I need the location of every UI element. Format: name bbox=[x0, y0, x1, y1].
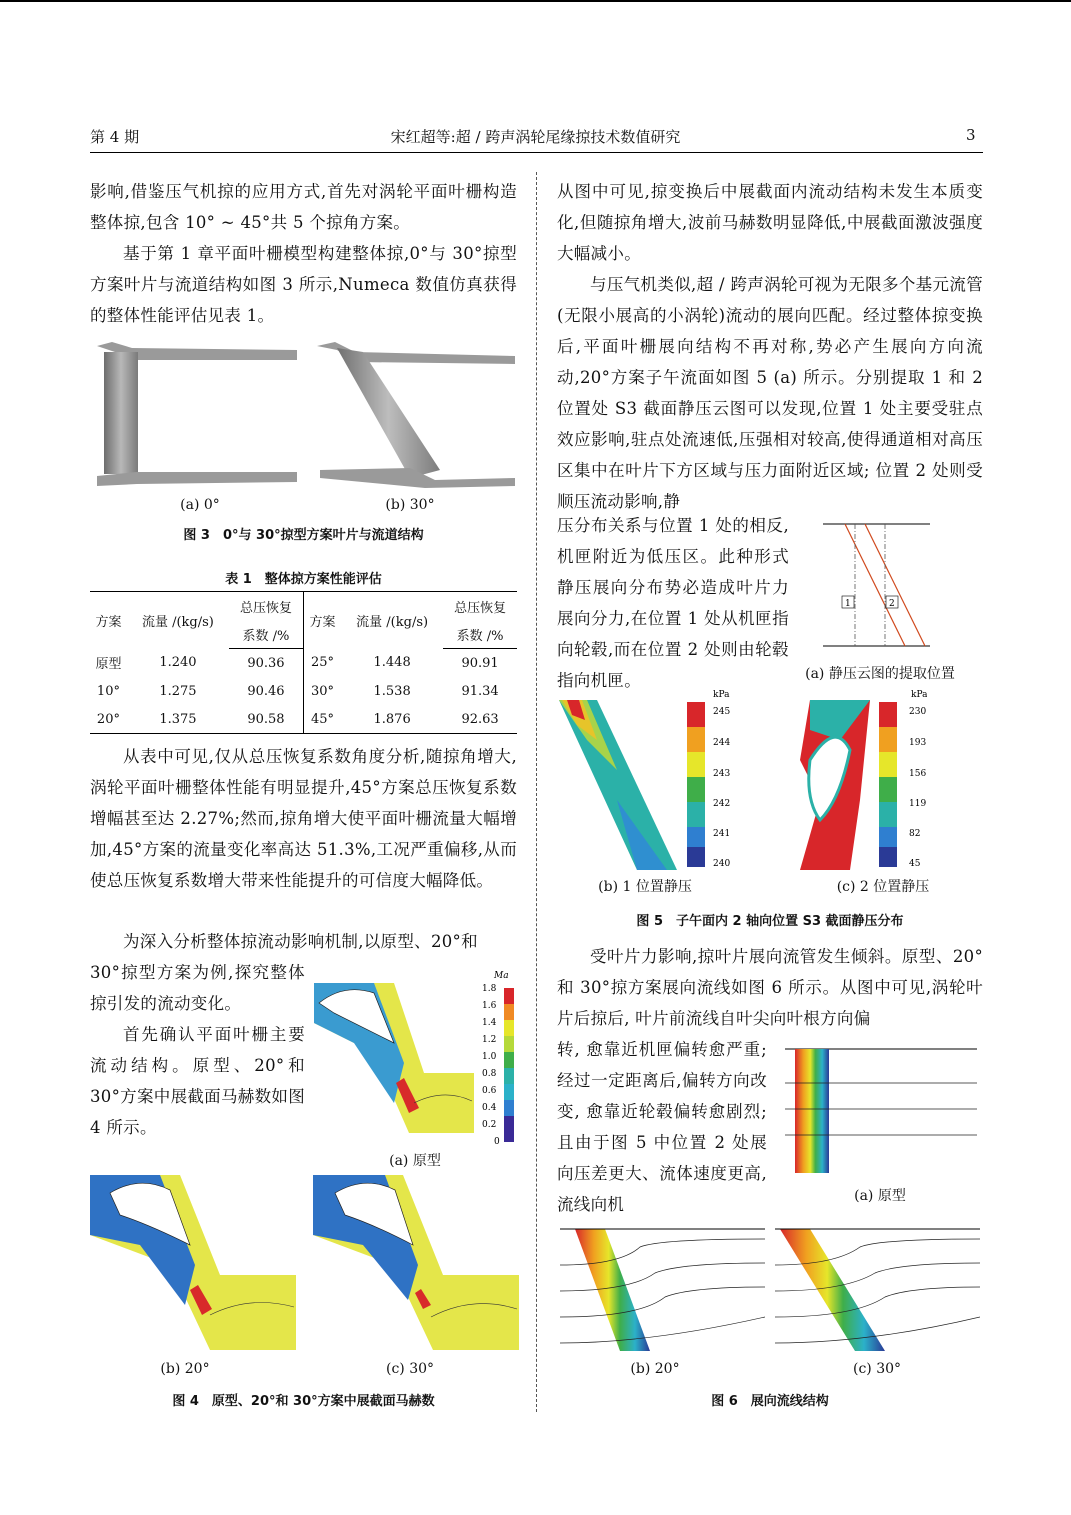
table-cell: 20° bbox=[90, 705, 127, 734]
unit-label: kPa bbox=[713, 690, 730, 700]
legend-tick: 243 bbox=[713, 769, 731, 779]
table-1 bbox=[90, 591, 517, 734]
table-cell: 25° bbox=[311, 655, 335, 671]
header-rule bbox=[90, 152, 983, 153]
table-row bbox=[90, 677, 517, 705]
table-header-flow: 流量 /(kg/s) bbox=[341, 592, 443, 649]
legend-tick: 119 bbox=[909, 799, 927, 809]
right-paragraph-1: 从图中可见,掠变换后中展截面内流动结构未发生本质变化,但随掠角增大,波前马赫数明显降低,中展截面激波强度大幅减小。 bbox=[557, 182, 983, 263]
legend-tick: 1.4 bbox=[482, 1018, 497, 1028]
right-paragraph-3b: 转, 愈靠近机匣偏转愈严重;经过一定距离后,偏转方向改变, 愈靠近轮毂偏转愈剧烈; 且由于图 5 中位置 2 处展向压差更大、流体速度更高, 流线向机 bbox=[557, 1040, 767, 1214]
legend-tick: 0.2 bbox=[482, 1120, 497, 1130]
top-border bbox=[0, 0, 1071, 2]
left-paragraph-1: 影响,借鉴压气机掠的应用方式,首先对涡轮平面叶栅构造整体掠,包含 10° ~ 45°共 5 个掠角方案。 bbox=[90, 182, 517, 232]
figure-6-sub-b: (b) 20° bbox=[630, 1361, 680, 1377]
legend-tick: 45 bbox=[909, 859, 921, 869]
figure-5-caption: 图 5 子午面内 2 轴向位置 S3 截面静压分布 bbox=[636, 914, 904, 929]
legend-tick: 242 bbox=[713, 799, 731, 809]
figure-6-sub-a: (a) 原型 bbox=[854, 1188, 906, 1204]
figure-3-sub-b: (b) 30° bbox=[385, 497, 435, 513]
left-paragraph-5: 首先确认平面叶栅主要流动结构。原型、20°和 30°方案中展截面马赫数如图 4 所示。 bbox=[90, 1025, 305, 1137]
legend-tick: 230 bbox=[909, 707, 927, 717]
figure-4-sub-b: (b) 20° bbox=[160, 1361, 210, 1377]
legend-tick: 1.6 bbox=[482, 1001, 497, 1011]
legend-tick: 1.0 bbox=[482, 1052, 497, 1062]
figure-6-sub-c: (c) 30° bbox=[852, 1361, 902, 1377]
figure-5-sub-c: (c) 2 位置静压 bbox=[836, 879, 930, 895]
table-cell: 90.58 bbox=[229, 705, 304, 734]
legend-tick: 193 bbox=[909, 738, 927, 748]
figure-6-c-streamlines-30deg bbox=[775, 1225, 980, 1355]
table-header-recovery: 总压恢复 bbox=[229, 592, 304, 621]
table-header-flow: 流量 /(kg/s) bbox=[127, 592, 229, 649]
table-header-recovery-unit: 系数 /% bbox=[443, 620, 517, 649]
legend-tick: 0 bbox=[494, 1137, 500, 1147]
figure-5-sub-b: (b) 1 位置静压 bbox=[598, 879, 692, 895]
figure-3-b-blade-30deg bbox=[315, 338, 520, 488]
table-cell: 92.63 bbox=[443, 705, 517, 734]
figure-4-sub-c: (c) 30° bbox=[385, 1361, 435, 1377]
figure-6-caption: 图 6 展向流线结构 bbox=[711, 1394, 829, 1409]
legend-tick: 0.6 bbox=[482, 1086, 497, 1096]
table-cell: 1.876 bbox=[341, 705, 443, 734]
left-paragraph-4b: 30°掠型方案为例,探究整体掠引发的流动变化。 bbox=[90, 963, 305, 1013]
table-header-scheme: 方案 bbox=[90, 592, 127, 649]
table-row bbox=[90, 649, 517, 678]
table-cell: 90.46 bbox=[229, 677, 304, 705]
legend-tick: 82 bbox=[909, 829, 921, 839]
legend-tick: 0.8 bbox=[482, 1069, 497, 1079]
table-cell: 45° bbox=[303, 705, 341, 734]
legend-tick: 240 bbox=[713, 859, 731, 869]
legend-tick: 245 bbox=[713, 707, 731, 717]
right-paragraph-2: 与压气机类似,超 / 跨声涡轮可视为无限多个基元流管(无限小展高的小涡轮)流动的展向匹配。经过整体掠变换后,平面叶栅展向结构不再对称,势必产生展向方向流动,20°方案子午流面如图 5 (a) 所示。分别提取 1 和 2 位置处 S3 截面静压云图可以发现,位置 1 处主要受驻点效应影响,驻点处流速低,压强相对较高,使得通道相对高压区集中在叶片下方区域与压力面附近区域; 位置 2 处则受顺压流动影响,静 bbox=[557, 275, 983, 511]
table-cell: 1.275 bbox=[159, 683, 197, 699]
legend-tick: 156 bbox=[909, 769, 927, 779]
issue-number: 第 4 期 bbox=[90, 128, 140, 146]
table-cell: 1.538 bbox=[373, 683, 411, 699]
position-label-1: 1 bbox=[845, 599, 851, 609]
figure-3-a-blade-0deg bbox=[92, 338, 302, 488]
left-paragraph-3: 从表中可见,仅从总压恢复系数角度分析,随掠角增大,涡轮平面叶栅整体性能有明显提升,45°方案总压恢复系数增幅甚至达 2.27%;然而,掠角增大使平面叶栅流量大幅增加,45°方案的流量变化率高达 51.3%,工况严重偏移,从而使总压恢复系数增大带来性能提升的可信度大幅降低。 bbox=[90, 747, 517, 890]
table-cell: 91.34 bbox=[461, 683, 499, 699]
table-cell: 1.240 bbox=[159, 655, 197, 671]
legend-title: Ma bbox=[494, 971, 509, 981]
figure-6-a-streamlines-original bbox=[785, 1045, 977, 1175]
position-label-2: 2 bbox=[889, 599, 895, 609]
right-paragraph-2b: 压分布关系与位置 1 处的相反,机匣附近为低压区。此种形式静压展向分布势必造成叶片力展向分力,在位置 1 处从机匣指向轮毂,而在位置 2 处则由轮毂指向机匣。 bbox=[557, 516, 789, 690]
table-row bbox=[90, 705, 517, 734]
table-header-recovery-unit: 系数 /% bbox=[229, 620, 304, 649]
left-paragraph-4a: 为深入分析整体掠流动影响机制,以原型、20°和 bbox=[123, 932, 478, 951]
figure-4-a-mach-contour-original bbox=[314, 983, 474, 1140]
legend-tick: 241 bbox=[713, 829, 731, 839]
right-paragraph-3: 受叶片力影响,掠叶片展向流管发生倾斜。原型、20°和 30°掠方案展向流线如图 6 所示。从图中可见,涡轮叶片后掠后, 叶片前流线自叶尖向叶根方向偏 bbox=[557, 947, 983, 1028]
figure-4-caption: 图 4 原型、20°和 30°方案中展截面马赫数 bbox=[172, 1394, 435, 1409]
figure-5-b-legend bbox=[685, 688, 735, 870]
figure-5-c-static-pressure-pos2 bbox=[790, 700, 880, 872]
table-header-scheme: 方案 bbox=[303, 592, 341, 649]
table-1-caption: 表 1 整体掠方案性能评估 bbox=[225, 572, 382, 587]
table-cell: 1.375 bbox=[127, 705, 229, 734]
page-number: 3 bbox=[966, 126, 976, 144]
table-cell: 30° bbox=[311, 683, 335, 699]
legend-tick: 1.2 bbox=[482, 1035, 497, 1045]
figure-3-caption: 图 3 0°与 30°掠型方案叶片与流道结构 bbox=[183, 528, 424, 543]
figure-5-a-extraction-positions bbox=[815, 520, 935, 650]
legend-tick: 0.4 bbox=[482, 1103, 497, 1113]
figure-5-c-legend bbox=[877, 688, 927, 870]
table-cell: 原型 bbox=[95, 657, 122, 673]
column-divider bbox=[536, 172, 537, 1412]
left-paragraph-2: 基于第 1 章平面叶栅模型构建整体掠,0°与 30°掠型方案叶片与流道结构如图 3 所示,Numeca 数值仿真获得的整体性能评估见表 1。 bbox=[90, 244, 517, 325]
figure-6-b-streamlines-20deg bbox=[560, 1225, 765, 1355]
table-cell: 10° bbox=[96, 683, 120, 699]
figure-4-sub-a: (a) 原型 bbox=[389, 1153, 441, 1169]
table-cell: 90.91 bbox=[461, 655, 499, 671]
table-header-recovery: 总压恢复 bbox=[443, 592, 517, 621]
legend-tick: 244 bbox=[713, 738, 731, 748]
figure-4-c-mach-contour-30deg bbox=[313, 1175, 519, 1353]
figure-5-sub-a: (a) 静压云图的提取位置 bbox=[805, 666, 955, 682]
figure-3-sub-a: (a) 0° bbox=[180, 497, 220, 513]
running-title: 宋红超等:超 / 跨声涡轮尾缘掠技术数值研究 bbox=[390, 128, 681, 146]
table-cell: 1.448 bbox=[373, 655, 411, 671]
figure-4-b-mach-contour-20deg bbox=[90, 1175, 296, 1353]
figure-4-mach-legend bbox=[480, 968, 522, 1148]
unit-label: kPa bbox=[911, 690, 927, 700]
table-cell: 90.36 bbox=[229, 649, 304, 678]
legend-tick: 1.8 bbox=[482, 984, 497, 994]
